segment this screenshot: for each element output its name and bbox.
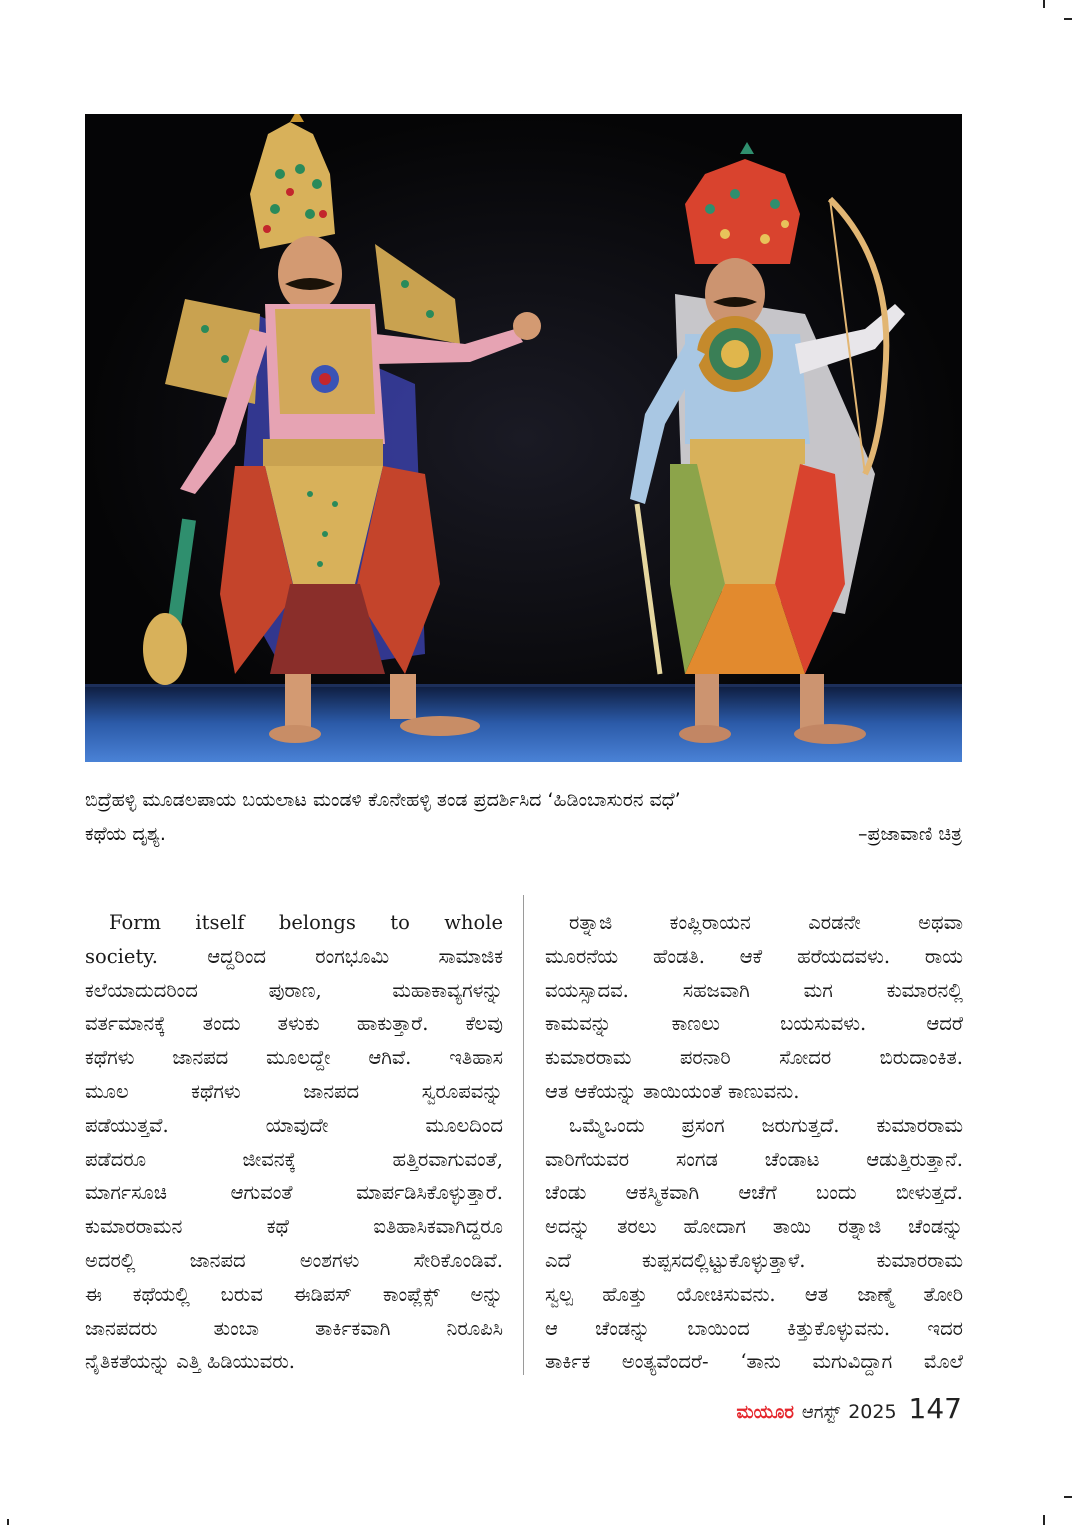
photo-caption: [85, 783, 962, 851]
text-line: ವರ್ತಮಾನಕ್ಕೆ ತಂದು ತಳುಕು ಹಾಕುತ್ತಾರೆ. ಕೆಲವು: [85, 1012, 503, 1036]
caption-line-2: ಕಥೆಯ ದೃಶ್ಯ.: [85, 823, 166, 845]
text-line: ಪಡೆದರೂ ಜೀವನಕ್ಕೆ ಹತ್ತಿರವಾಗುವಂತೆ,: [85, 1147, 503, 1171]
issue-year: 2025: [848, 1401, 897, 1423]
text-line: ಕಾಮವನ್ನು ಕಾಣಲು ಬಯಸುವಳು. ಆದರೆ: [545, 1012, 963, 1036]
text-line: ಅದರಲ್ಲಿ ಜಾನಪದ ಅಂಶಗಳು ಸೇರಿಕೊಂಡಿವೆ.: [85, 1248, 503, 1272]
page-number: 147: [908, 1392, 962, 1425]
text-line: ಸ್ವಲ್ಪ ಹೊತ್ತು ಯೋಚಿಸುವನು. ಆತ ಜಾಣ್ಮೆ ತೋರಿ: [545, 1282, 963, 1306]
text-line: ಆತ ಆಕೆಯನ್ನು ತಾಯಿಯಂತೆ ಕಾಣುವನು.: [545, 1079, 800, 1103]
text-line: ಕಥೆಗಳು ಜಾನಪದ ಮೂಲದ್ದೇ ಆಗಿವೆ. ಇತಿಹಾಸ: [85, 1046, 503, 1070]
crop-mark: [1043, 1515, 1045, 1525]
caption-line-1: ಬಿದ್ರೆಹಳ್ಳಿ ಮೂಡಲಪಾಯ ಬಯಲಾಟ ಮಂಡಳಿ ಕೊನೇಹಳ್ಳಿ ತಂಡ ಪ್ರದರ್ಶಿಸಿದ ‘ಹಿಡಿಂಬಾಸುರನ ವಧೆ’: [85, 789, 681, 811]
text-line: ವಯಸ್ಸಾದವ. ಸಹಜವಾಗಿ ಮಗ ಕುಮಾರನಲ್ಲಿ: [545, 978, 963, 1002]
text-line: ಮೂಲ ಕಥೆಗಳು ಜಾನಪದ ಸ್ವರೂಪವನ್ನು: [85, 1079, 503, 1103]
text-line: ಈ ಕಥೆಯಲ್ಲಿ ಬರುವ ಈಡಿಪಸ್ ಕಾಂಪ್ಲೆಕ್ಸ್ ಅನ್ನು: [85, 1282, 503, 1306]
text-line: ಜಾನಪದರು ತುಂಬಾ ತಾರ್ಕಿಕವಾಗಿ ನಿರೂಪಿಸಿ: [85, 1316, 503, 1340]
text-line: ವಾರಿಗೆಯವರ ಸಂಗಡ ಚೆಂಡಾಟ ಆಡುತ್ತಿರುತ್ತಾನೆ.: [545, 1147, 963, 1171]
paragraph: [545, 906, 963, 1109]
column-divider: [523, 895, 524, 1375]
performance-photo: [85, 114, 962, 762]
article-column-left: [85, 906, 503, 1379]
text-line: ರತ್ನಾಜಿ ಕಂಪ್ಲಿರಾಯನ ಎರಡನೇ ಅಥವಾ: [569, 911, 963, 934]
text-line: ನೈತಿಕತೆಯನ್ನು ಎತ್ತಿ ಹಿಡಿಯುವರು.: [85, 1350, 295, 1374]
text-line: ತಾರ್ಕಿಕ ಅಂತ್ಯವೆಂದರೆ- ‘ತಾನು ಮಗುವಿದ್ದಾಗ ಮೊಲೆ: [545, 1350, 963, 1374]
crop-mark: [7, 1519, 9, 1525]
text-line: ಪಡೆಯುತ್ತವೆ. ಯಾವುದೇ ಮೂಲದಿಂದ: [85, 1113, 503, 1137]
text-line: ಒಮ್ಮೆಒಂದು ಪ್ರಸಂಗ ಜರುಗುತ್ತದೆ. ಕುಮಾರರಾಮ: [569, 1113, 963, 1137]
photo-credit: –ಪ್ರಜಾವಾಣಿ ಚಿತ್ರ: [857, 823, 962, 845]
text-line: ಮಾರ್ಗಸೂಚಿ ಆಗುವಂತೆ ಮಾರ್ಪಡಿಸಿಕೊಳ್ಳುತ್ತಾರೆ.: [85, 1181, 503, 1205]
text-line: ಕಲೆಯಾದುದರಿಂದ ಪುರಾಣ, ಮಹಾಕಾವ್ಯಗಳನ್ನು: [85, 978, 503, 1002]
text-line: ಕುಮಾರರಾಮನ ಕಥೆ ಐತಿಹಾಸಿಕವಾಗಿದ್ದರೂ: [85, 1215, 503, 1239]
page-footer: [736, 1392, 962, 1425]
text-line: ಮೂರನೆಯ ಹೆಂಡತಿ. ಆಕೆ ಹರೆಯದವಳು. ರಾಯ: [545, 944, 963, 968]
text-line: ಅದನ್ನು ತರಲು ಹೋದಾಗ ತಾಯಿ ರತ್ನಾಜಿ ಚೆಂಡನ್ನು: [545, 1215, 963, 1239]
magazine-logo: ಮಯೂರ: [736, 1402, 794, 1423]
crop-mark: [1043, 0, 1045, 8]
paragraph: [85, 906, 503, 1379]
paragraph: [545, 1109, 963, 1379]
crop-mark: [1064, 1496, 1072, 1498]
text-line: Form itself belongs to whole: [109, 911, 503, 934]
text-line: ಕುಮಾರರಾಮ ಪರನಾರಿ ಸೋದರ ಬಿರುದಾಂಕಿತ.: [545, 1046, 963, 1070]
crop-mark: [1064, 18, 1072, 20]
text-line: society. ಆದ್ದರಿಂದ ರಂಗಭೂಮಿ ಸಾಮಾಜಿಕ: [85, 944, 503, 968]
text-line: ಚೆಂಡು ಆಕಸ್ಮಿಕವಾಗಿ ಆಚೆಗೆ ಬಂದು ಬೀಳುತ್ತದೆ.: [545, 1181, 963, 1205]
text-line: ಎದೆ ಕುಪ್ಪಸದಲ್ಲಿಟ್ಟುಕೊಳ್ಳುತ್ತಾಳೆ. ಕುಮಾರರಾಮ: [545, 1248, 963, 1272]
issue-month: ಆಗಸ್ಟ್: [801, 1402, 841, 1423]
article-column-right: [545, 906, 963, 1379]
text-line: ಆ ಚೆಂಡನ್ನು ಬಾಯಿಂದ ಕಿತ್ತುಕೊಳ್ಳುವನು. ಇದರ: [545, 1316, 963, 1340]
